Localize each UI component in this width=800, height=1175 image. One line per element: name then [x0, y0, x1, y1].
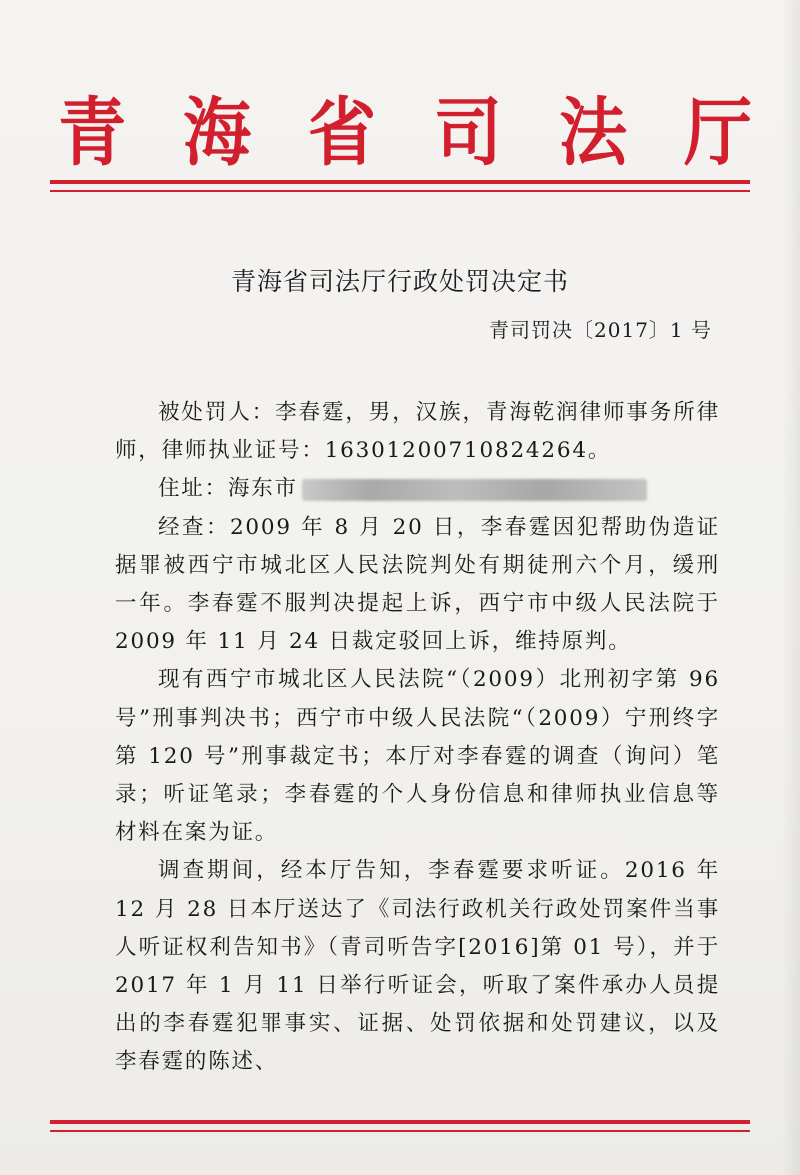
address-label: 住址：海东市: [158, 476, 298, 502]
letterhead-char: 法: [558, 90, 627, 176]
letterhead-char: 司: [433, 90, 502, 176]
document-title: 青海省司法厅行政处罚决定书: [230, 267, 569, 296]
letterhead-rule-thick: [50, 180, 750, 184]
document-body: [115, 394, 720, 1082]
paragraph-evidence: 现有西宁市城北区人民法院“（2009）北刑初字第 96 号”刑事判决书；西宁市中级人民法院“（2009）宁刑终字第 120 号”刑事裁定书；本厅对李春霆的调查（询问）笔录；听证笔录；李春霆的个人身份信息和律师执业信息等材料在案为证。: [115, 667, 720, 846]
letterhead-char: 青: [57, 90, 127, 176]
paragraph-hearing: 调查期间，经本厅告知，李春霆要求听证。2016 年 12 月 28 日本厅送达了《司法行政机关行政处罚案件当事人听证权利告知书》（青司听告字[2016]第 01 号），并于 2017 年 1 月 11 日举行听证会，听取了案件承办人员提出的李春霆犯罪事实、证据、处罚依据和处罚建议，以及李春霆的陈述、: [115, 858, 720, 1075]
paragraph-address: [115, 470, 720, 508]
redacted-address: [302, 479, 647, 501]
paragraph-party: 被处罚人：李春霆，男，汉族，青海乾润律师事务所律师，律师执业证号：16301200710824264。: [115, 400, 720, 464]
letterhead-char: 厅: [683, 90, 752, 176]
paragraph-finding: 经查：2009 年 8 月 20 日，李春霆因犯帮助伪造证据罪被西宁市城北区人民法院判处有期徒刑六个月，缓刑一年。李春霆不服判决提起上诉，西宁市中级人民法院于 2009 年 11 月 24 日裁定驳回上诉，维持原判。: [115, 514, 720, 655]
footer-rule-thin: [50, 1130, 750, 1132]
footer-rule-thick: [50, 1120, 750, 1124]
letterhead-char: 海: [183, 90, 252, 176]
letterhead-char: 省: [308, 90, 377, 176]
letterhead-title: [55, 88, 755, 178]
document-number: 青司罚决〔2017〕1 号: [489, 318, 712, 342]
letterhead-rule-thin: [50, 190, 750, 192]
